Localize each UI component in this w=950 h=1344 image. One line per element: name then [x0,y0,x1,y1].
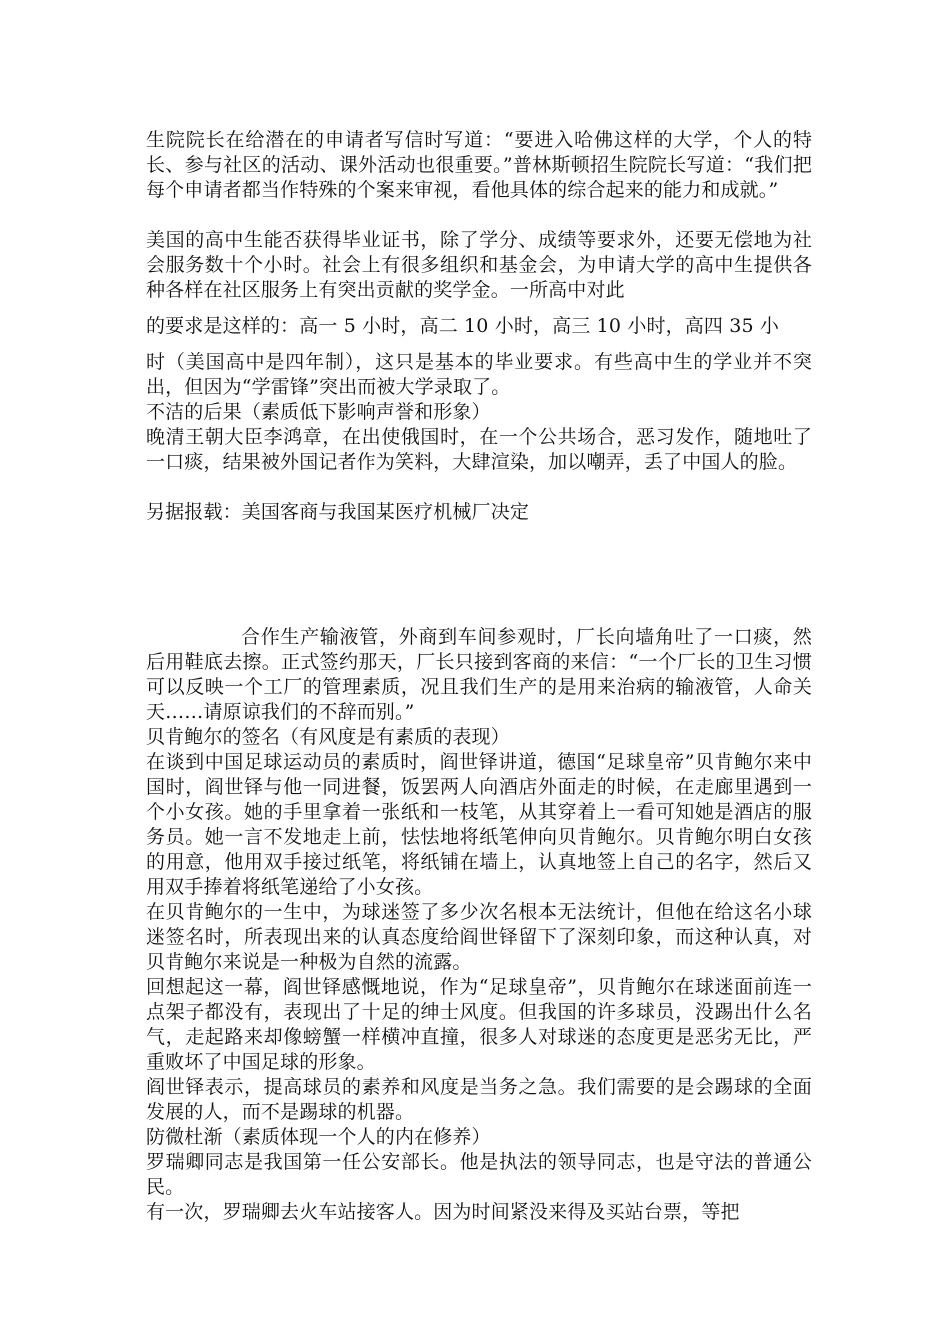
paragraph-graduation-requirement: 时（美国高中是四年制），这只是基本的毕业要求。有些高中生的学业并不突出，但因为“学雷锋”突出而被大学录取了。 [146,351,812,398]
paragraph-hours-requirement: 的要求是这样的：高一 5 小时，高二 10 小时，高三 10 小时，高四 35 小 [146,315,780,337]
paragraph-harvard-princeton: 生院院长在给潜在的申请者写信时写道：“要进入哈佛这样的大学，个人的特长、参与社区的活动、课外活动也很重要。”普林斯顿招生院院长写道：“我们把每个申请者都当作特殊的个案来审视，看他具体的综合起来的能力和成就。” [146,129,812,201]
paragraph-train-station: 有一次，罗瑞卿去火车站接客人。因为时间紧没来得及买站台票，等把 [146,1201,740,1223]
paragraph-recall-scene: 回想起这一幕，阎世铎感慨地说，作为“足球皇帝”，贝肯鲍尔在球迷面前连一点架子都没有，表现出了十足的绅士风度。但我国的许多球员，没踢出什么名气，走起路来却像螃蟹一样横冲直撞，很多人对球迷的态度更是恶劣无比，严重败坏了中国足球的形象。 [146,976,812,1073]
paragraph-beckenbauer-story: 在谈到中国足球运动员的素质时，阎世铎讲道，德国“足球皇帝”贝肯鲍尔来中国时，阎世铎与他一同进餐，饭罢两人向酒店外面走的时候，在走廊里遇到一个小女孩。她的手里拿着一张纸和一枝笔，从其穿着上一看可知她是酒店的服务员。她一言不发地走上前，怯怯地将纸笔伸向贝肯鲍尔。贝肯鲍尔明白女孩的用意，他用双手接过纸笔，将纸铺在墙上，认真地签上自己的名字，然后又用双手捧着将纸笔递给了小女孩。 [146,751,812,898]
paragraph-player-quality: 阎世铎表示，提高球员的素养和风度是当务之急。我们需要的是会踢球的全面发展的人，而不是踢球的机器。 [146,1076,812,1123]
paragraph-us-high-school: 美国的高中生能否获得毕业证书，除了学分、成绩等要求外，还要无偿地为社会服务数十个小时。社会上有很多组织和基金会，为申请大学的高中生提供各种各样在社区服务上有突出贡献的奖学金。一所高中对此 [146,229,812,301]
heading-beckenbauer-signature: 贝肯鲍尔的签名（有风度是有素质的表现） [146,726,510,748]
heading-unclean-consequences: 不洁的后果（素质低下影响声誉和形象） [146,401,491,423]
paragraph-li-hongzhang: 晚清王朝大臣李鸿章，在出使俄国时，在一个公共场合，恶习发作，随地吐了一口痰，结果被外国记者作为笑料，大肆渲染，加以嘲弄，丢了中国人的脸。 [146,426,812,473]
heading-prevent-small: 防微杜渐（素质体现一个人的内在修养） [146,1126,491,1148]
paragraph-luo-ruiqing: 罗瑞卿同志是我国第一任公安部长。他是执法的领导同志，也是守法的普通公民。 [146,1151,812,1198]
paragraph-newspaper-report: 另据报载：美国客商与我国某医疗机械厂决定 [146,501,530,523]
paragraph-infusion-tube: 合作生产输液管，外商到车间参观时，厂长向墙角吐了一口痰，然后用鞋底去擦。正式签约那天，厂长只接到客商的来信：“一个厂长的卫生习惯可以反映一个工厂的管理素质，况且我们生产的是用来治病的输液管，人命关天……请原谅我们的不辞而别。” [146,626,812,723]
paragraph-beckenbauer-lifetime: 在贝肯鲍尔的一生中，为球迷签了多少次名根本无法统计，但他在给这名小球迷签名时，所表现出来的认真态度给阎世铎留下了深刻印象，而这种认真，对贝肯鲍尔来说是一种极为自然的流露。 [146,901,812,973]
